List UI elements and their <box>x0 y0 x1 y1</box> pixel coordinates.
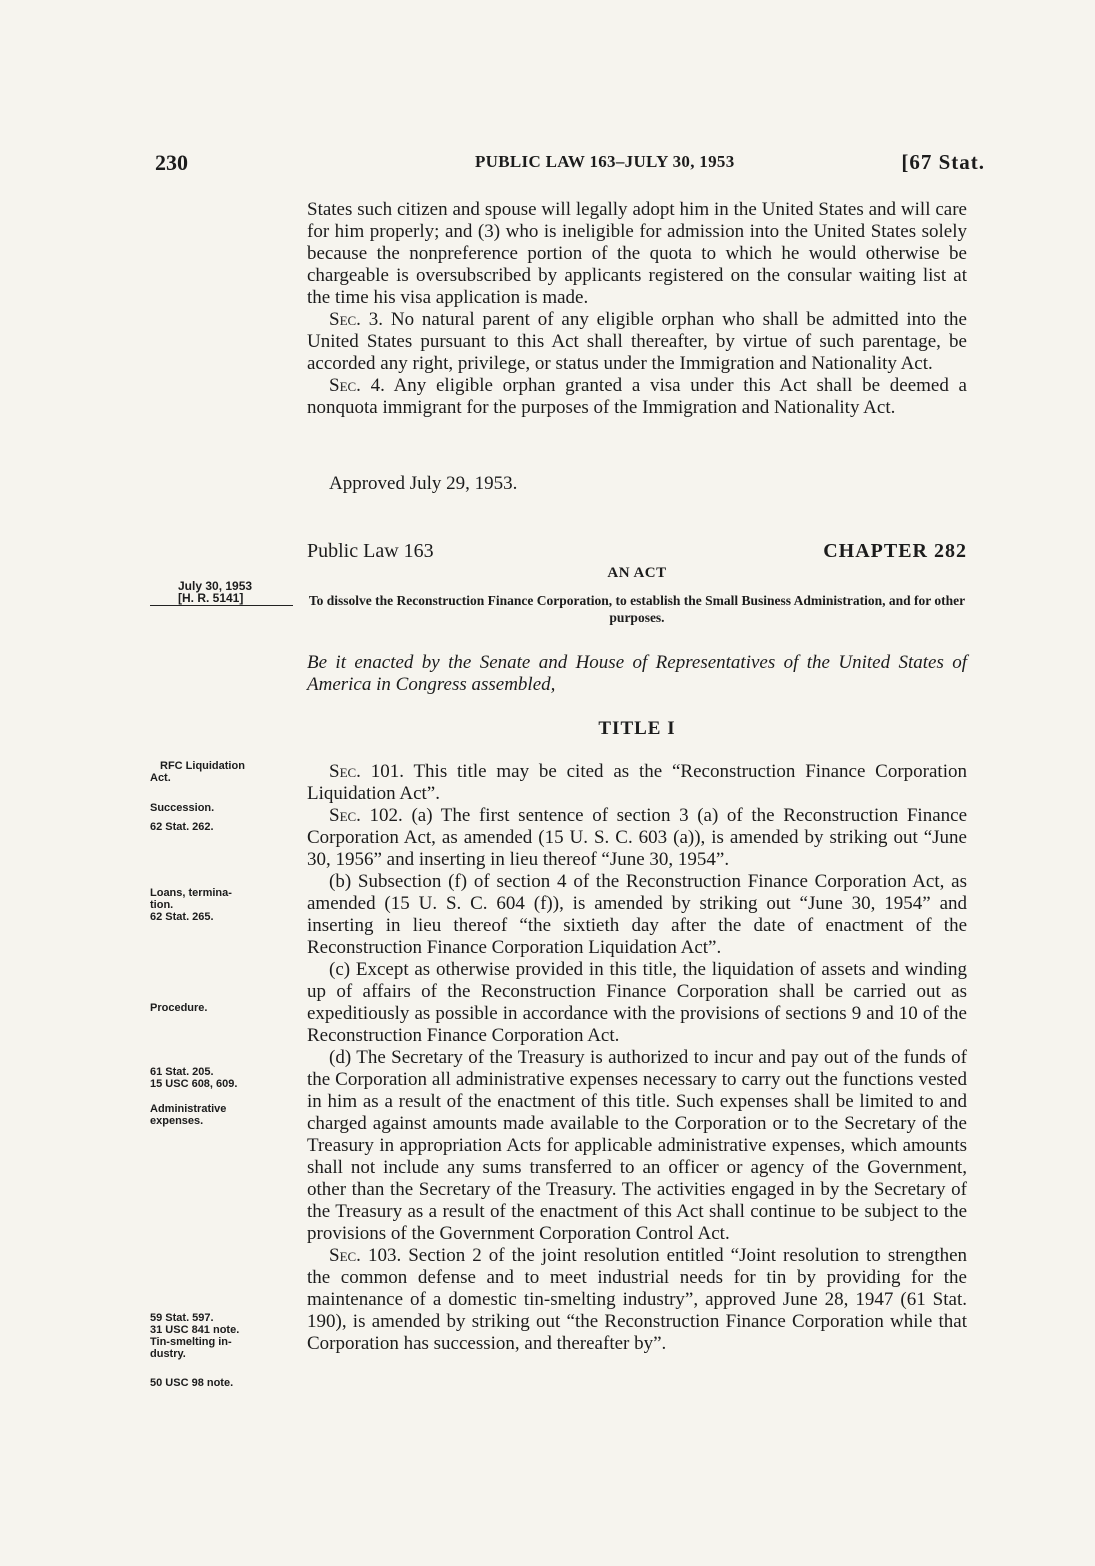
section-4-text: Any eligible orphan granted a visa under this Act shall be deemed a nonquota immigrant for the purposes of the Immigration and Nationality Act. <box>307 375 967 418</box>
section-103-text: Section 2 of the joint resolution entitled “Joint resolution to strengthen the common defense and to meet industrial needs for tin by providing for the maintenance of a domestic tin-smelting industry”, approved June 28, 1947 (61 Stat. 190), is amended by striking out “the Reconstruction Finance Corporation while that Corporation has succession, and thereafter by”. <box>307 1245 967 1354</box>
note-tin-1: Tin-smelting in- <box>150 1336 232 1348</box>
previous-act-text <box>307 199 967 419</box>
section-4-label: Sec. 4. <box>329 375 385 396</box>
section-102-b: (b) Subsection (f) of section 4 of the Reconstruction Finance Corporation Act, as amended (15 U. S. C. 604 (f)), is amended by striking out “June 30, 1954” and inserting in lieu thereof “the sixtieth day after the date of enactment of the Reconstruction Finance Corporation Liquidation Act”. <box>307 871 967 958</box>
note-usc-98: 50 USC 98 note. <box>150 1377 234 1389</box>
margin-note-date <box>150 580 295 604</box>
section-4 <box>307 375 967 419</box>
act-purpose: To dissolve the Reconstruction Finance Corporation, to establish the Small Business Administration, and for other purposes. <box>308 593 966 625</box>
section-102-a-text: (a) The first sentence of section 3 (a) of the Reconstruction Finance Corporation Act, as amended (15 U. S. C. 603 (a)), is amended by striking out “June 30, 1956” and inserting in lieu thereof “June 30, 1954”. <box>307 805 968 870</box>
section-101 <box>307 761 967 805</box>
note-loans-2: tion. <box>150 899 174 911</box>
note-stat-265: 62 Stat. 265. <box>150 911 214 923</box>
margin-note-tin <box>150 1312 295 1360</box>
section-102-label: Sec. 102. <box>329 805 403 826</box>
public-law-number: Public Law 163 <box>307 540 434 562</box>
section-102-d: (d) The Secretary of the Treasury is authorized to incur and pay out of the funds of the Corporation all administrative expenses necessary to carry out the functions vested in him as a result of the enactment of this title. Such expenses shall be limited to and charged against amounts made available to the Corporation or to the Secretary of the Treasury in appropriation Acts for applicable administrative expenses, which amounts shall not include any sums transferred to an officer or agency of the Government, other than the Secretary of the Treasury. The activities engaged in by the Secretary of the Treasury as a result of the enactment of this Act shall continue to be subject to the provisions of the Government Corporation Control Act. <box>307 1047 967 1244</box>
section-102-a <box>307 805 967 871</box>
law-heading <box>307 540 967 566</box>
margin-note-procedure <box>150 1002 295 1014</box>
note-bill: [H. R. 5141] <box>178 591 244 605</box>
note-usc-841: 31 USC 841 note. <box>150 1324 240 1336</box>
note-tin-2: dustry. <box>150 1348 186 1360</box>
section-101-text: This title may be cited as the “Reconstruction Finance Corporation Liquidation Act”. <box>307 761 967 804</box>
note-succession: Succession. <box>150 802 215 814</box>
margin-rule <box>150 605 293 606</box>
margin-note-succession <box>150 802 295 833</box>
continued-paragraph: States such citizen and spouse will legally adopt him in the United States and will care for him properly; and (3) who is ineligible for admission into the United States solely because the nonpreference portion of the quota to which he would otherwise be chargeable is oversubscribed by applicants registered on the consular waiting list at the time his visa application is made. <box>307 199 967 308</box>
margin-note-rfc <box>150 760 295 784</box>
margin-note-loans <box>150 887 295 923</box>
section-3-text: No natural parent of any eligible orphan who shall be admitted into the United States pursuant to this Act shall thereafter, by virtue of such parentage, be accorded any right, privilege, or status under the Immigration and Nationality Act. <box>307 309 967 374</box>
note-loans-1: Loans, termina- <box>150 887 232 899</box>
section-103 <box>307 1245 967 1355</box>
margin-note-admin <box>150 1103 295 1127</box>
section-103-label: Sec. 103. <box>329 1245 402 1266</box>
note-stat-205: 61 Stat. 205. <box>150 1066 214 1078</box>
note-rfc-2: Act. <box>150 772 171 784</box>
section-102-c: (c) Except as otherwise provided in this title, the liquidation of assets and winding up of affairs of the Reconstruction Finance Corporation shall be carried out as expeditiously as possible in accordance with the provisions of sections 9 and 10 of the Reconstruction Finance Corporation Act. <box>307 959 967 1046</box>
margin-note-usc-98 <box>150 1377 295 1389</box>
title-i-text <box>307 761 967 1355</box>
note-usc-608: 15 USC 608, 609. <box>150 1078 238 1090</box>
stat-reference: [67 Stat. <box>901 150 985 174</box>
running-header <box>155 150 985 182</box>
margin-note-stat-205 <box>150 1066 295 1090</box>
note-rfc-1: RFC Liquidation <box>160 760 245 772</box>
note-admin-2: expenses. <box>150 1115 204 1127</box>
an-act-label: AN ACT <box>607 565 667 581</box>
approved-date: Approved July 29, 1953. <box>329 473 518 494</box>
section-101-label: Sec. 101. <box>329 761 404 782</box>
enacting-clause: Be it enacted by the Senate and House of Representatives of the United States of America in Congress assembled, <box>307 652 967 695</box>
note-stat-597: 59 Stat. 597. <box>150 1312 214 1324</box>
title-heading: TITLE I <box>598 718 676 739</box>
note-date: July 30, 1953 <box>178 579 253 593</box>
page-number: 230 <box>155 150 188 175</box>
section-3 <box>307 309 967 375</box>
chapter-number: CHAPTER 282 <box>823 540 967 562</box>
running-title: PUBLIC LAW 163–JULY 30, 1953 <box>475 152 735 171</box>
note-admin-1: Administrative <box>150 1103 227 1115</box>
section-3-label: Sec. 3. <box>329 309 384 330</box>
note-procedure: Procedure. <box>150 1002 208 1014</box>
note-stat-262: 62 Stat. 262. <box>150 821 214 833</box>
